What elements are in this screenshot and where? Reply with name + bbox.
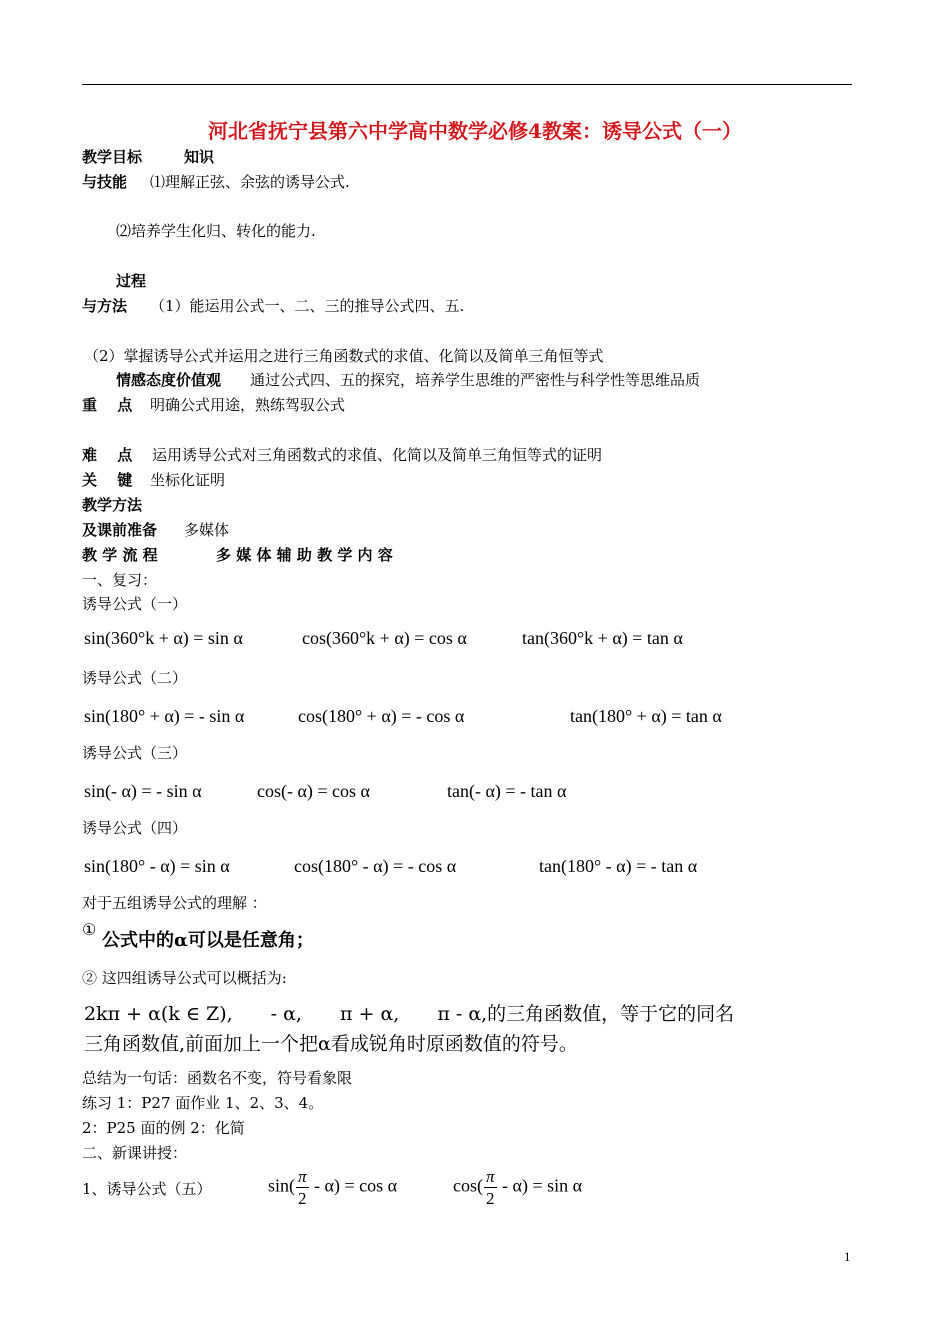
goal-item-2: ⑵培养学生化归、转化的能力. (116, 222, 316, 240)
formula-1-sin: sin(360°k + α) = sin α (84, 628, 243, 648)
point-3-line-1: 2kπ + α(k ∈ Z), - α, π + α, π - α,的三角函数值，等于它的同名 (84, 1003, 735, 1025)
new-lesson-heading: 二、新课讲授： (82, 1144, 188, 1162)
review-heading: 一、复习： (82, 571, 158, 589)
formula-1-label: 诱导公式（一） (82, 595, 188, 613)
goals-label: 教学目标 (82, 148, 143, 166)
formula-4-tan: tan(180° - α) = - tan α (539, 856, 698, 876)
page-number: 1 (844, 1249, 851, 1264)
point-3-line-2: 三角函数值,前面加上一个把α看成锐角时原函数值的符号。 (84, 1033, 578, 1055)
multimedia-label: 多 媒 体 辅 助 教 学 内 容 (216, 546, 393, 564)
formula-4-cos: cos(180° - α) = - cos α (294, 856, 457, 876)
preparation-label: 及课前准备 (82, 521, 158, 539)
goal-item-3: （1）能运用公式一、二、三的推导公式四、五. (150, 297, 465, 315)
difficulty-text: 运用诱导公式对三角函数式的求值、化简以及简单三角恒等式的证明 (152, 446, 603, 464)
goal-item-1: ⑴理解正弦、余弦的诱导公式. (150, 173, 350, 191)
formula-2-cos: cos(180° + α) = - cos α (298, 706, 465, 726)
formula-2-tan: tan(180° + α) = tan α (570, 706, 722, 726)
crux-label: 关 键 (82, 471, 133, 489)
practice-2: 2：P25 面的例 2：化简 (82, 1119, 245, 1137)
formula-3-tan: tan(- α) = - tan α (447, 781, 567, 801)
formula-2-label: 诱导公式（二） (82, 669, 188, 687)
crux-text: 坐标化证明 (150, 471, 226, 489)
formula-3-sin: sin(- α) = - sin α (84, 781, 202, 801)
emotion-label: 情感态度价值观 (116, 371, 222, 389)
formula-5-label: 1、诱导公式（五） (82, 1180, 212, 1198)
formula-1-tan: tan(360°k + α) = tan α (522, 628, 683, 648)
knowledge-label: 知识 (184, 148, 215, 166)
formula-5-cos (453, 1168, 582, 1207)
emotion-text: 通过公式四、五的探究，培养学生思维的严密性与科学性等思维品质 (250, 371, 701, 389)
pi-over-two-fraction (484, 1168, 497, 1207)
method-text: 多媒体 (184, 521, 230, 539)
formula-5-sin-suffix: - α) = cos α (309, 1175, 398, 1196)
formula-2-sin: sin(180° + α) = - sin α (84, 706, 245, 726)
formula-3-label: 诱导公式（三） (82, 744, 188, 762)
formula-5-cos-suffix: - α) = sin α (497, 1175, 583, 1196)
formula-4-sin: sin(180° - α) = sin α (84, 856, 230, 876)
difficulty-label: 难 点 (82, 446, 133, 464)
fraction-numerator: π (298, 1167, 307, 1186)
key-point-text: 明确公式用途，熟练驾驭公式 (150, 396, 346, 414)
formula-5-cos-prefix: cos( (453, 1175, 483, 1196)
goal-item-4: （2）掌握诱导公式并运用之进行三角函数式的求值、化简以及简单三角恒等式 (84, 347, 604, 365)
formula-1-cos: cos(360°k + α) = cos α (302, 628, 467, 648)
summary-text: 总结为一句话：函数名不变，符号看象限 (82, 1069, 353, 1087)
formula-5-sin (268, 1168, 397, 1207)
fraction-denominator: 2 (486, 1189, 495, 1208)
process-label: 过程 (116, 272, 147, 290)
formula-4-label: 诱导公式（四） (82, 819, 188, 837)
document-title: 河北省抚宁县第六中学高中数学必修4教案：诱导公式（一） (208, 119, 742, 143)
flow-label: 教 学 流 程 (82, 546, 158, 564)
fraction-denominator: 2 (298, 1189, 307, 1208)
point-1-mark: ① (82, 920, 97, 939)
point-2-text: ② 这四组诱导公式可以概括为: (82, 969, 287, 987)
header-rule (82, 84, 852, 85)
fraction-numerator: π (486, 1167, 495, 1186)
method-label: 教学方法 (82, 496, 143, 514)
practice-1: 练习 1：P27 面作业 1、2、3、4。 (82, 1094, 324, 1112)
pi-over-two-fraction (296, 1168, 309, 1207)
formula-5-sin-prefix: sin( (268, 1175, 295, 1196)
understanding-intro: 对于五组诱导公式的理解 ： (82, 894, 267, 912)
key-point-label: 重 点 (82, 396, 133, 414)
methods-label: 与方法 (82, 297, 128, 315)
skills-label: 与技能 (82, 173, 128, 191)
formula-3-cos: cos(- α) = cos α (257, 781, 370, 801)
point-1-text: 公式中的α可以是任意角； (102, 930, 314, 951)
